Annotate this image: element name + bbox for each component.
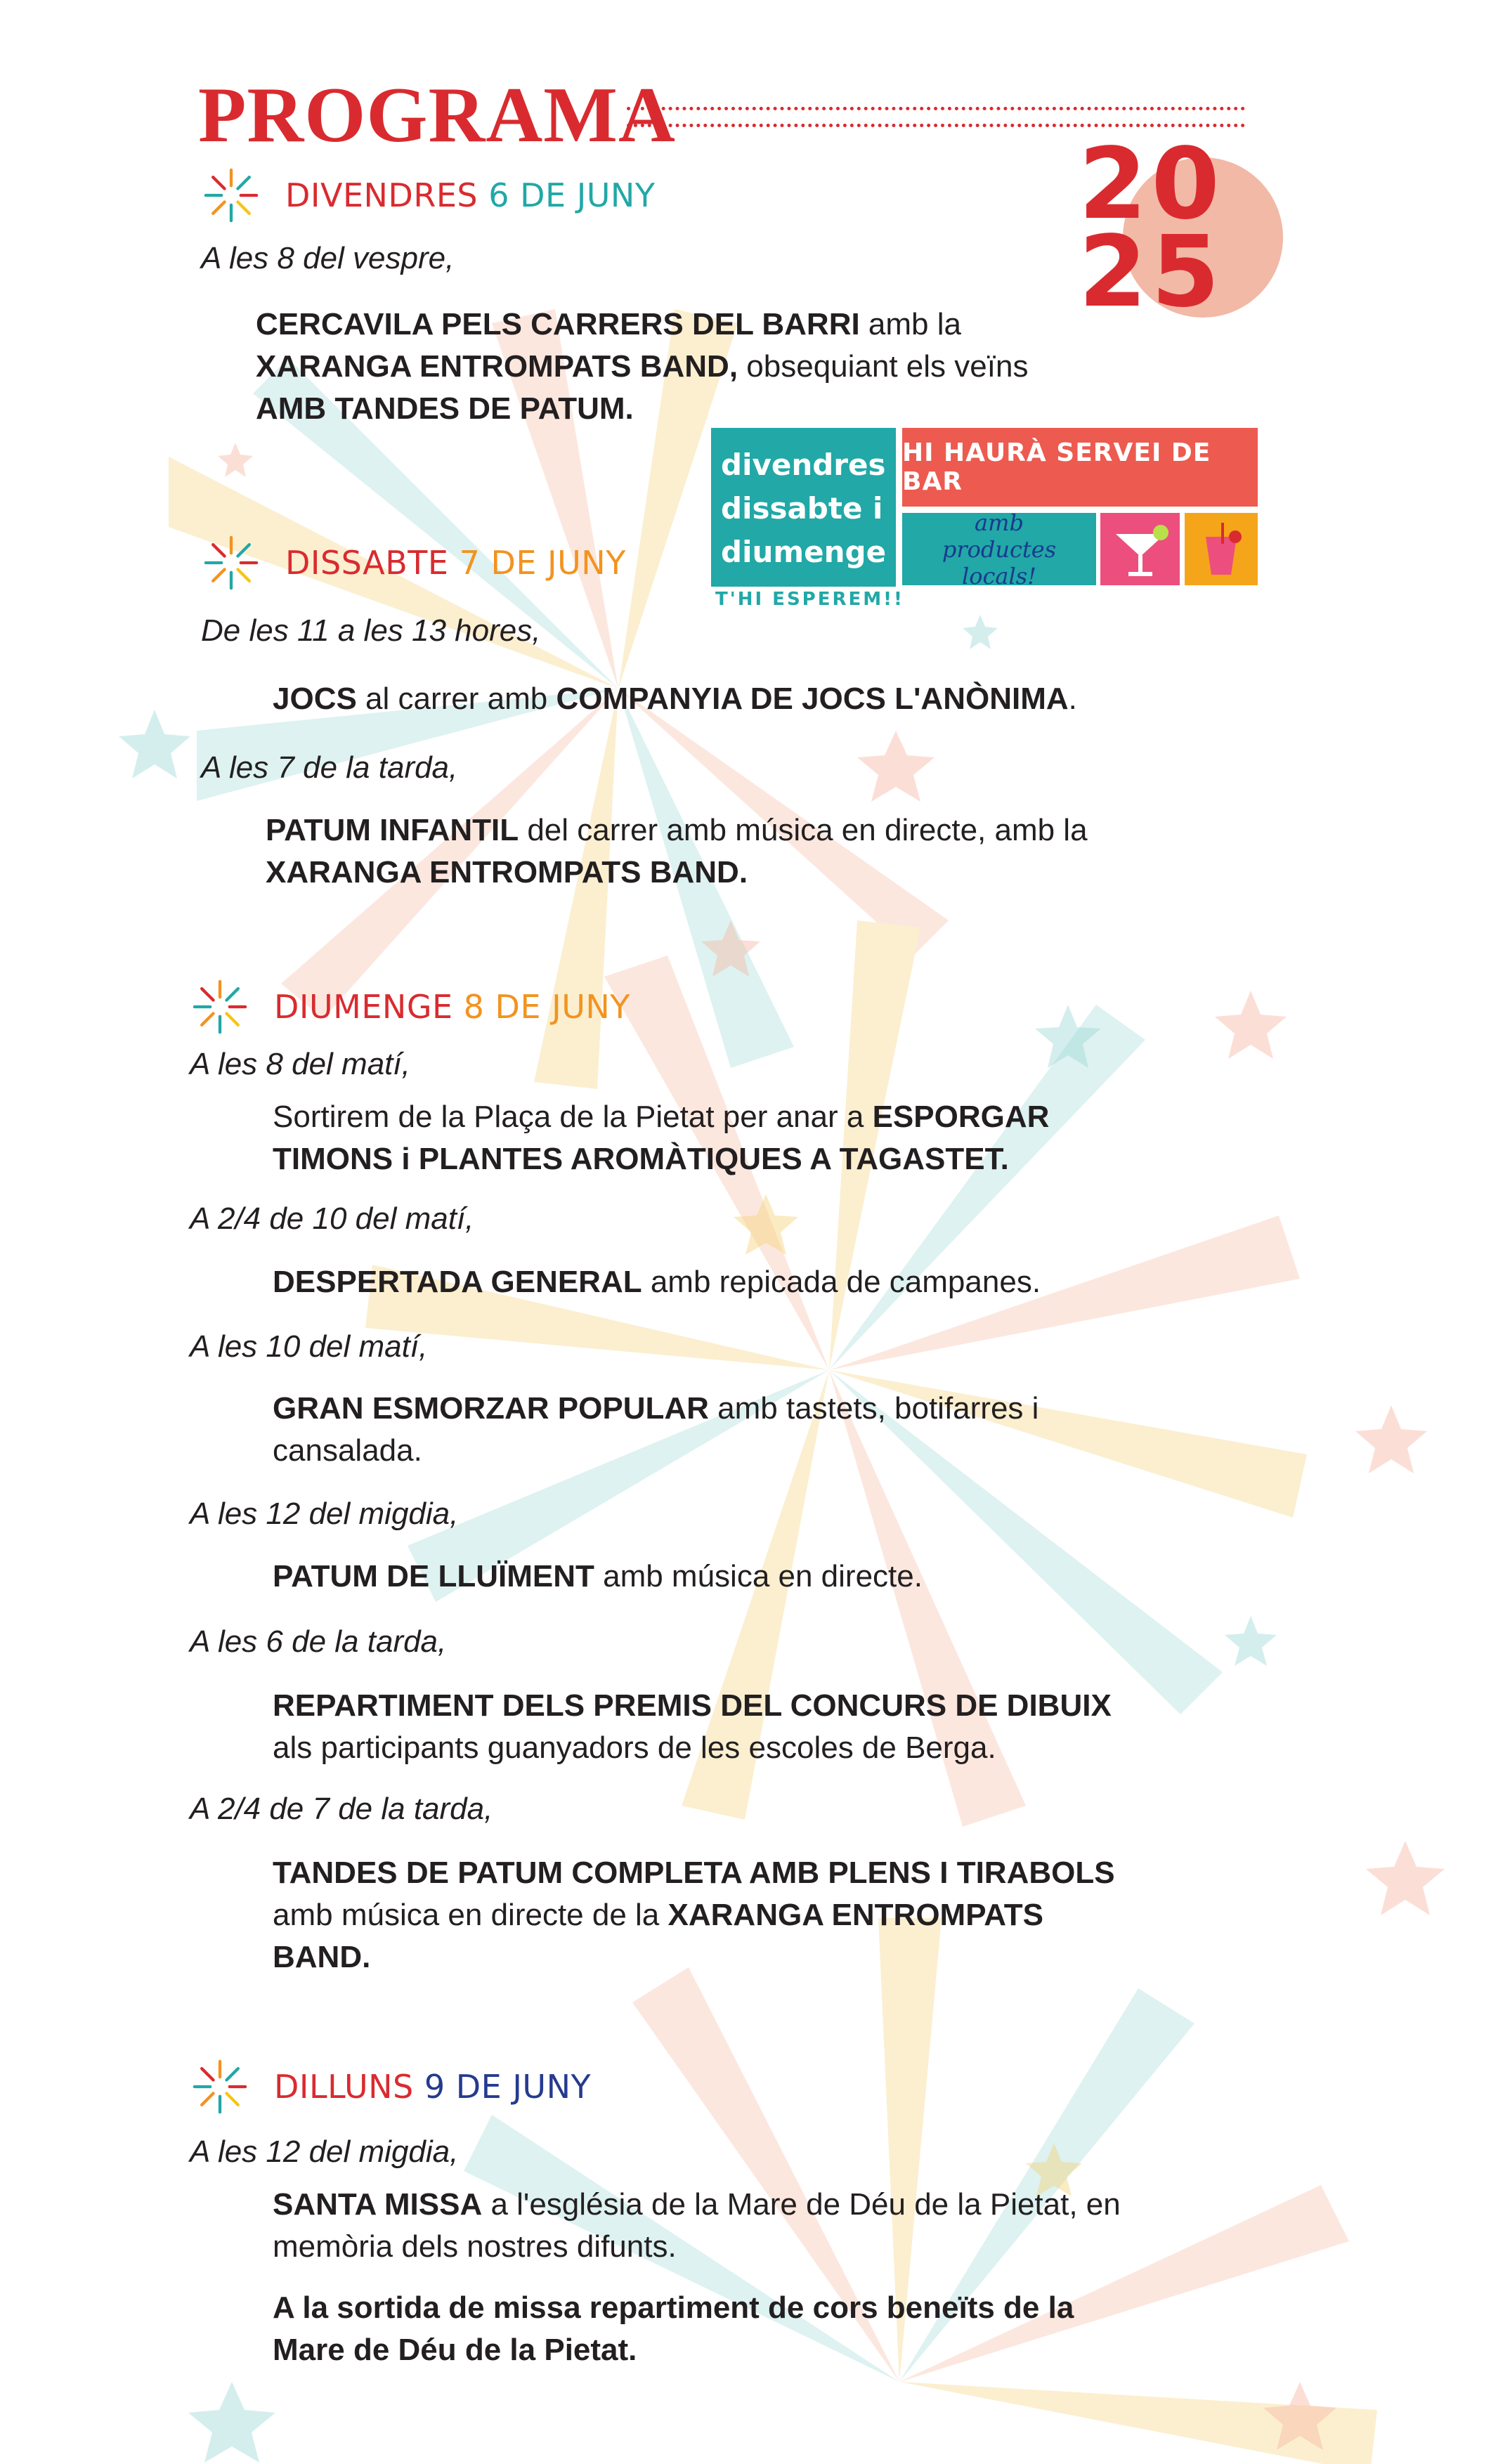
badge-days (711, 428, 896, 587)
firework-icon (190, 2056, 250, 2117)
day-date: 9 DE JUNY (424, 2068, 592, 2106)
event-time: A les 10 del matí, (190, 1329, 428, 1364)
event-time: A 2/4 de 10 del matí, (190, 1201, 474, 1236)
firework-icon (201, 533, 261, 593)
event-description: A la sortida de missa repartiment de cors beneïts de la Mare de Déu de la Pietat. (273, 2290, 1074, 2367)
page-title: PROGRAMA (198, 72, 676, 159)
year-bottom: 25 (1079, 215, 1224, 330)
day-heading-dissabte (201, 533, 626, 593)
event-description: PATUM DE LLUÏMENT amb música en directe. (273, 1559, 923, 1593)
day-weekday: DIVENDRES (285, 176, 478, 214)
year-label (1079, 127, 1224, 330)
day-date: 8 DE JUNY (463, 988, 630, 1026)
firework-icon (190, 977, 250, 1037)
title-dotted-line (627, 107, 1245, 110)
event-description: GRAN ESMORZAR POPULAR amb tastets, botifarres i cansalada. (273, 1391, 1039, 1468)
day-heading-divendres (201, 165, 655, 226)
badge-products (902, 509, 1096, 589)
event-description: PATUM INFANTIL del carrer amb música en directe, amb la XARANGA ENTROMPATS BAND. (266, 813, 1088, 889)
event-description: REPARTIMENT DELS PREMIS DEL CONCURS DE DIBUIX als participants guanyadors de les escoles de Berga. (273, 1688, 1112, 1765)
badge-day-line: diumenge (721, 535, 887, 569)
day-weekday: DIUMENGE (274, 988, 453, 1026)
event-description: TANDES DE PATUM COMPLETA AMB PLENS I TIRABOLS amb música en directe de la XARANGA ENTROMPATS BAND. (273, 1856, 1115, 1974)
event-time: A 2/4 de 7 de la tarda, (190, 1792, 493, 1826)
day-date: 7 DE JUNY (459, 544, 626, 582)
day-heading-dilluns (190, 2056, 591, 2117)
event-time: A les 8 del vespre, (201, 241, 455, 275)
event-description: SANTA MISSA a l'església de la Mare de Déu de la Pietat, en memòria dels nostres difunts. (273, 2187, 1121, 2264)
day-heading-diumenge (190, 977, 630, 1037)
badge-day-line: dissabte i (721, 491, 883, 526)
badge-tagline: T'HI ESPEREM!! (715, 589, 904, 610)
day-date: 6 DE JUNY (488, 176, 656, 214)
event-time: A les 12 del migdia, (190, 2134, 459, 2169)
firework-icon (201, 165, 261, 226)
event-time: De les 11 a les 13 hores, (201, 613, 541, 648)
cocktail-glass-icon (1100, 513, 1180, 585)
badge-products-line: amb (975, 509, 1024, 536)
event-description: DESPERTADA GENERAL amb repicada de campanes. (273, 1265, 1041, 1299)
badge-products-line: productes locals! (942, 535, 1057, 589)
event-description: CERCAVILA PELS CARRERS DEL BARRI amb la XARANGA ENTROMPATS BAND, obsequiant els veïns AMB TANDES DE PATUM. (256, 307, 1029, 426)
event-description: JOCS al carrer amb COMPANYIA DE JOCS L'ANÒNIMA. (273, 682, 1077, 716)
day-weekday: DILLUNS (274, 2068, 414, 2106)
badge-bar: HI HAURÀ SERVEI DE BAR (902, 428, 1258, 507)
event-time: A les 6 de la tarda, (190, 1624, 447, 1659)
event-time: A les 8 del matí, (190, 1047, 410, 1081)
year-top: 20 (1079, 127, 1224, 242)
badge-day-line: divendres (721, 448, 886, 482)
day-weekday: DISSABTE (285, 544, 449, 582)
drink-glass-icon (1185, 513, 1258, 585)
event-time: A les 12 del migdia, (190, 1497, 459, 1531)
event-time: A les 7 de la tarda, (201, 750, 458, 785)
event-description: Sortirem de la Plaça de la Pietat per anar a ESPORGAR TIMONS i PLANTES AROMÀTIQUES A TAGASTET. (273, 1100, 1050, 1176)
